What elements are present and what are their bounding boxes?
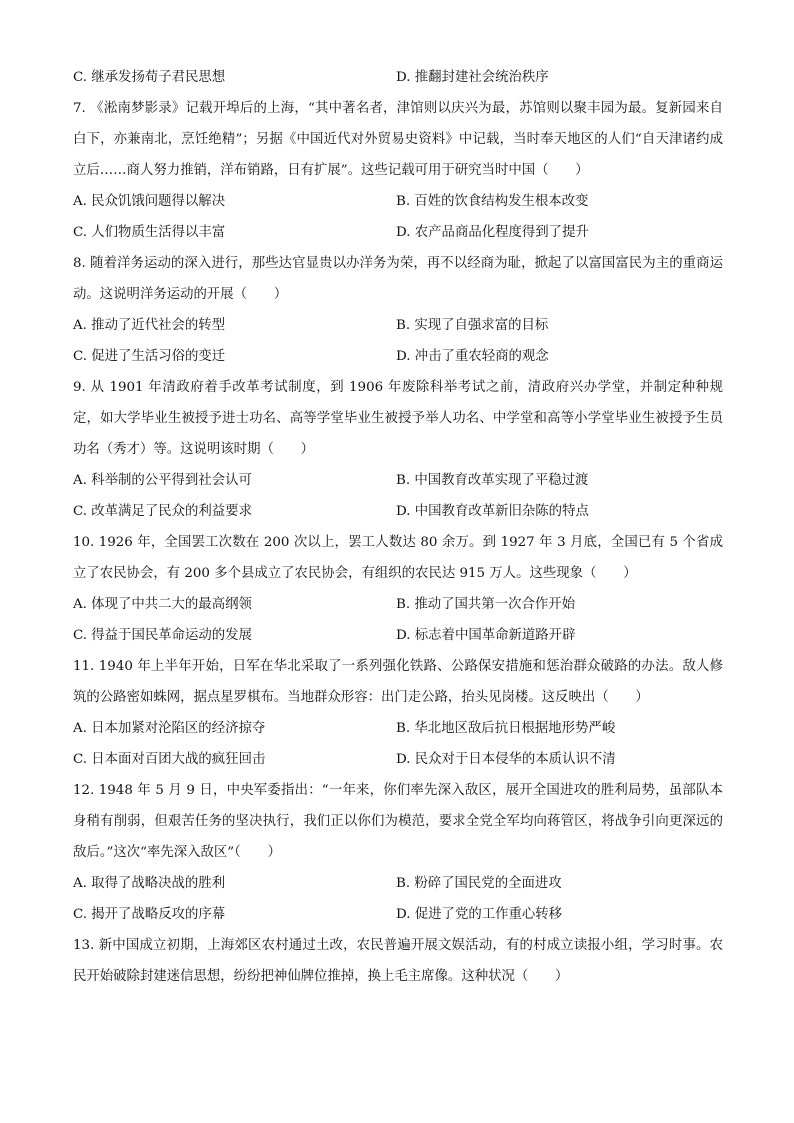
prev-question-options xyxy=(73,62,723,93)
option-d: D. 促进了党的工作重心转移 xyxy=(396,907,563,922)
option-b: B. 推动了国共第一次合作开始 xyxy=(396,597,576,612)
question-options xyxy=(73,310,723,372)
option-c: C. 促进了生活习俗的变迁 xyxy=(73,349,226,364)
option-d: D. 标志着中国革命新道路开辟 xyxy=(396,628,576,643)
question-7 xyxy=(73,93,723,248)
option-c: C. 揭开了战略反攻的序幕 xyxy=(73,907,226,922)
question-options xyxy=(73,186,723,248)
question-stem: 11. 1940 年上半年开始，日军在华北采取了一系列强化铁路、公路保安措施和惩治群众破路的办法。敌人修筑的公路密如蛛网，据点星罗棋布。当地群众形容：出门走公路，抬头见岗楼。这反映出（ ） xyxy=(73,659,723,705)
option-d: D. 中国教育改革新旧杂陈的特点 xyxy=(396,504,589,519)
option-b: B. 粉碎了国民党的全面进攻 xyxy=(396,876,562,891)
question-stem: 13. 新中国成立初期，上海郊区农村通过土改，农民普遍开展文娱活动，有的村成立读报小组，学习时事。农民开始破除封建迷信思想，纷纷把神仙牌位推掉，换上毛主席像。这种状况（ ） xyxy=(73,938,723,984)
question-9 xyxy=(73,372,723,527)
question-options xyxy=(73,713,723,775)
question-stem: 12. 1948 年 5 月 9 日，中央军委指出：“一年来，你们率先深入敌区，展开全国进攻的胜利局势，虽部队本身稍有削弱，但艰苦任务的坚决执行，我们正以你们为模范，要求全党全军均向蒋管区，将战争引向更深远的敌后。”这次“率先深入敌区”（ ） xyxy=(73,783,723,860)
exam-page xyxy=(73,62,723,992)
question-stem: 10. 1926 年，全国罢工次数在 200 次以上，罢工人数达 80 余万。到 1927 年 3 月底，全国已有 5 个省成立了农民协会，有 200 多个县成立了农民协会，有组织的农民达 915 万人。这些现象（ ） xyxy=(73,535,723,581)
option-c: C. 继承发扬荀子君民思想 xyxy=(73,70,226,85)
option-c: C. 日本面对百团大战的疯狂回击 xyxy=(73,752,266,767)
question-13 xyxy=(73,930,723,992)
option-a: A. 民众饥饿问题得以解决 xyxy=(73,194,226,209)
question-stem: 9. 从 1901 年清政府着手改革考试制度，到 1906 年废除科举考试之前，清政府兴办学堂，并制定种种规定，如大学毕业生被授予进士功名、高等学堂毕业生被授予举人功名、中学堂和高等小学堂毕业生被授予生员功名（秀才）等。这说明该时期（ ） xyxy=(73,380,723,457)
option-c: C. 人们物质生活得以丰富 xyxy=(73,225,226,240)
option-b: B. 实现了自强求富的目标 xyxy=(396,318,549,333)
option-a: A. 推动了近代社会的转型 xyxy=(73,318,226,333)
question-options xyxy=(73,589,723,651)
option-b: B. 中国教育改革实现了平稳过渡 xyxy=(396,473,589,488)
question-options xyxy=(73,465,723,527)
option-a: A. 日本加紧对沦陷区的经济掠夺 xyxy=(73,721,266,736)
option-b: B. 华北地区敌后抗日根据地形势严峻 xyxy=(396,721,616,736)
option-d: D. 冲击了重农轻商的观念 xyxy=(396,349,549,364)
question-8 xyxy=(73,248,723,372)
question-options xyxy=(73,868,723,930)
option-b: B. 百姓的饮食结构发生根本改变 xyxy=(396,194,589,209)
option-a: A. 科举制的公平得到社会认可 xyxy=(73,473,252,488)
question-stem: 7. 《淞南梦影录》记载开埠后的上海，“其中著名者，津馆则以庆兴为最，苏馆则以聚丰园为最。复新园来自白下，亦兼南北，烹饪绝精”；另据《中国近代对外贸易史资料》中记载，当时奉天地区的人们“自天津诸约成立后……商人努力推销，洋布销路，日有扩展”。这些记载可用于研究当时中国（ ） xyxy=(73,101,723,178)
question-12 xyxy=(73,775,723,930)
option-d: D. 推翻封建社会统治秩序 xyxy=(396,70,549,85)
option-c: C. 改革满足了民众的利益要求 xyxy=(73,504,252,519)
question-11 xyxy=(73,651,723,775)
option-d: D. 农产品商品化程度得到了提升 xyxy=(396,225,589,240)
option-a: A. 取得了战略决战的胜利 xyxy=(73,876,226,891)
question-stem: 8. 随着洋务运动的深入进行，那些达官显贵以办洋务为荣，再不以经商为耻，掀起了以富国富民为主的重商运动。这说明洋务运动的开展（ ） xyxy=(73,256,723,302)
option-c: C. 得益于国民革命运动的发展 xyxy=(73,628,252,643)
question-10 xyxy=(73,527,723,651)
option-a: A. 体现了中共二大的最高纲领 xyxy=(73,597,252,612)
option-d: D. 民众对于日本侵华的本质认识不清 xyxy=(396,752,616,767)
